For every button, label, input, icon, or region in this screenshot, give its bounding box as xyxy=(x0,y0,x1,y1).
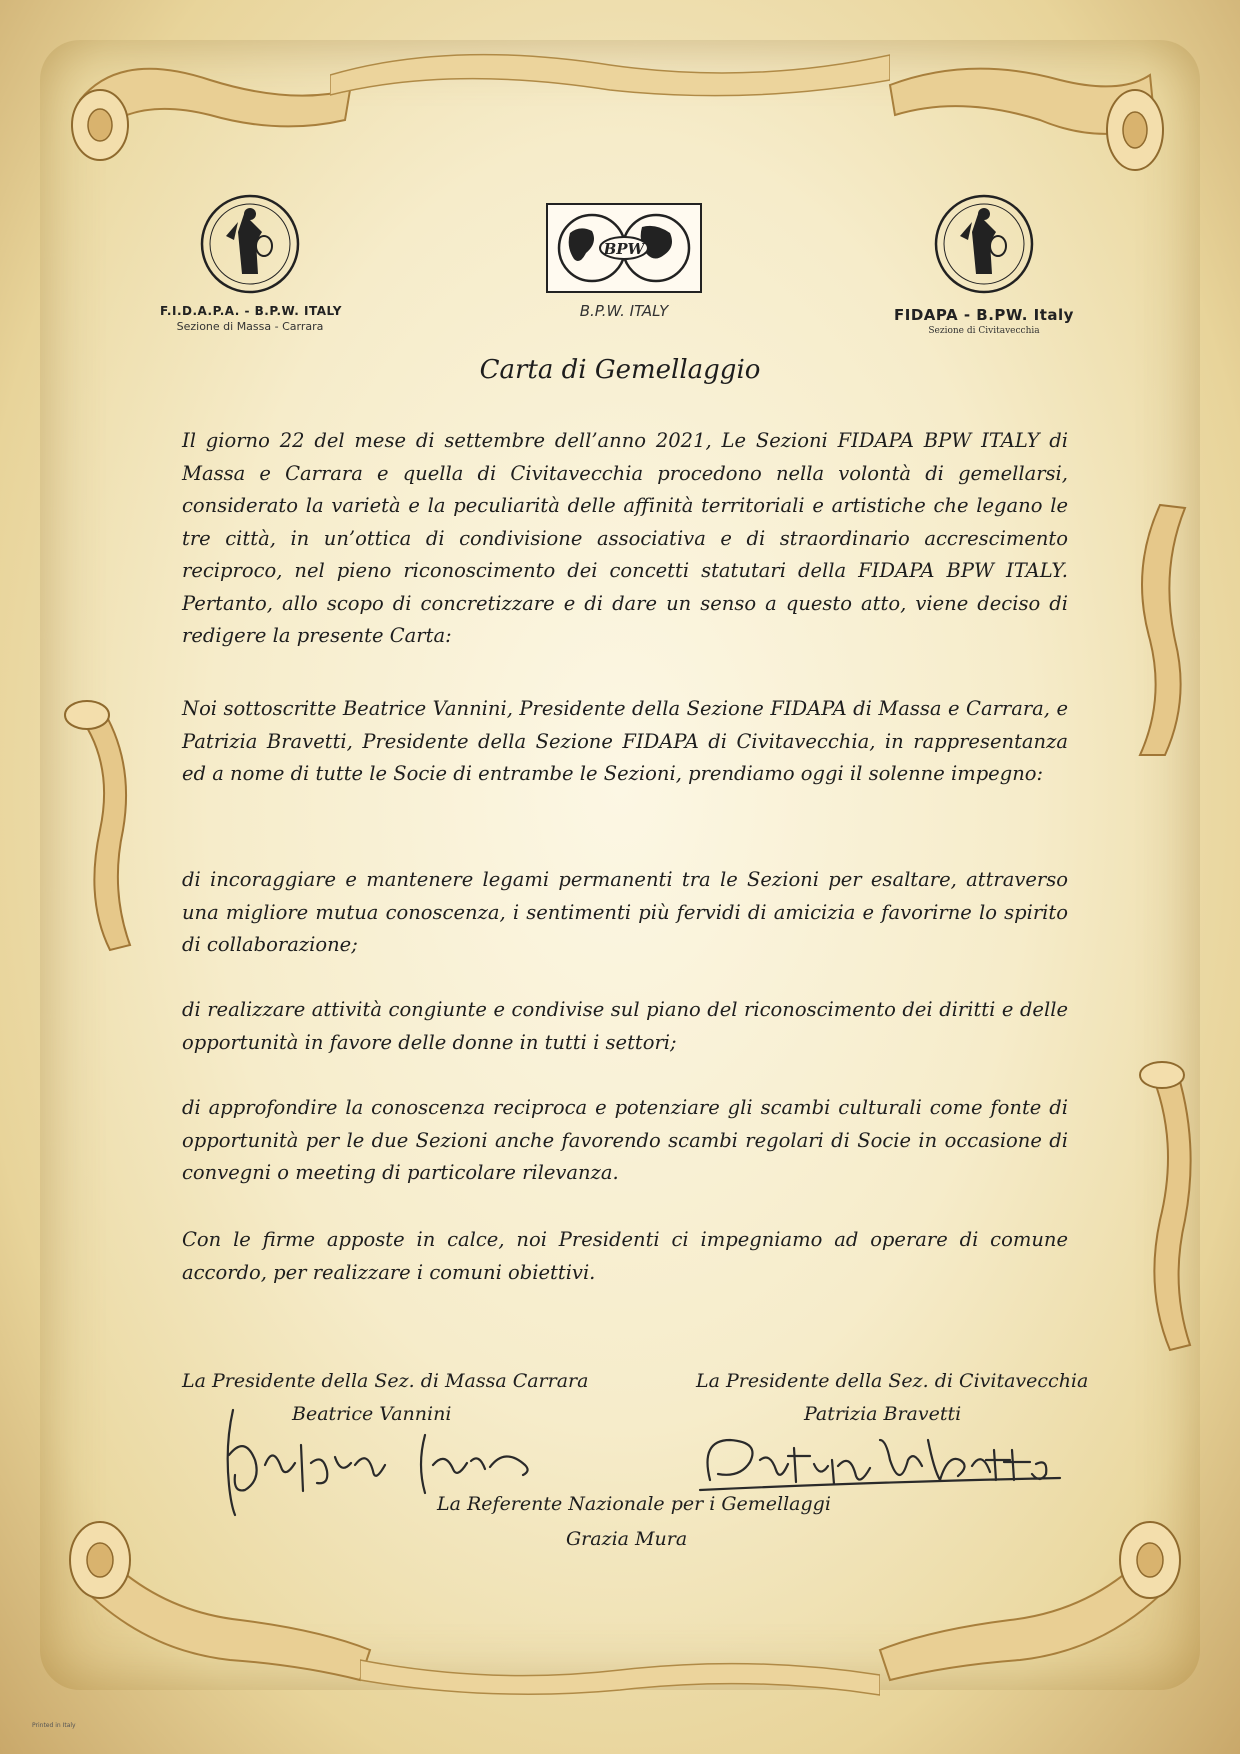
right-signatory-name: Patrizia Bravetti xyxy=(804,1403,962,1425)
paragraph-closing: Con le firme apposte in calce, noi Presidenti ci impegniamo ad operare di comune accordo, per realizzare i comuni obiettivi. xyxy=(182,1228,1068,1284)
paragraph-undersigned: Noi sottoscritte Beatrice Vannini, Presidente della Sezione FIDAPA di Massa e Carrara, e Patrizia Bravetti, Presidente della Sezione FIDAPA di Civitavecchia, in rappresentanza ed a nome di tutte le Socie di entrambe le Sezioni, prendiamo oggi il solenne impegno: xyxy=(182,697,1068,785)
left-signatory-role: La Presidente della Sez. di Massa Carrara xyxy=(182,1370,589,1392)
scroll-roll-top-center xyxy=(330,35,890,105)
center-logo-caption: B.P.W. ITALY xyxy=(579,302,669,320)
bpw-emblem-text: BPW xyxy=(603,240,645,258)
fidapa-massa-carrara-logo xyxy=(160,192,340,333)
scroll-roll-bottom-right xyxy=(870,1500,1190,1700)
right-logo-caption-line1: FIDAPA - B.PW. Italy xyxy=(894,306,1074,324)
scroll-roll-top-left xyxy=(60,40,360,180)
left-logo-caption-line2: Sezione di Massa - Carrara xyxy=(176,320,324,333)
right-logo-caption-line2: Sezione di Civitavecchia xyxy=(928,326,1040,336)
fidapa-civitavecchia-logo xyxy=(884,192,1084,336)
scroll-roll-left xyxy=(55,700,145,960)
scroll-roll-right-lower xyxy=(1120,1060,1210,1360)
scroll-roll-top-right xyxy=(880,35,1180,185)
paragraph-commitment-3: di approfondire la conoscenza reciproca e potenziare gli scambi culturali come fonte di opportunità per le due Sezioni anche favorendo scambi regolari di Socie in occasione di convegni o meeting di particolare rilevanza. xyxy=(182,1096,1068,1184)
scroll-roll-bottom-center xyxy=(360,1640,880,1700)
bpw-italy-logo xyxy=(546,203,702,320)
paragraph-commitment-1: di incoraggiare e mantenere legami permanenti tra le Sezioni per esaltare, attraverso una migliore mutua conoscenza, i sentimenti più fervidi di amicizia e favorirne lo spirito di collaborazione; xyxy=(182,868,1068,956)
fidapa-emblem-icon xyxy=(198,192,302,296)
left-logo-caption-line1: F.I.D.A.P.A. - B.P.W. ITALY xyxy=(160,304,342,318)
center-signatory-role: La Referente Nazionale per i Gemellaggi xyxy=(437,1493,831,1515)
fidapa-emblem-icon xyxy=(932,192,1036,296)
printed-in-italy-mark: Printed in Italy xyxy=(32,1722,76,1729)
paragraph-intro: Il giorno 22 del mese di settembre dell’anno 2021, Le Sezioni FIDAPA BPW ITALY di Massa e Carrara e quella di Civitavecchia procedono nella volontà di gemellarsi, considerato la varietà e la peculiarità delle affinità territoriali e artistiche che legano le tre città, in un’ottica di condivisione associativa e di straordinario accrescimento reciproco, nel pieno riconoscimento dei concetti statutari della FIDAPA BPW ITALY. Pertanto, allo scopo di concretizzare e di dare un senso a questo atto, viene deciso di redigere la presente Carta: xyxy=(182,429,1068,647)
left-handwritten-signature xyxy=(205,1405,545,1535)
left-signatory-name: Beatrice Vannini xyxy=(292,1403,452,1425)
right-signatory-role: La Presidente della Sez. di Civitavecchia xyxy=(696,1370,1089,1392)
bpw-globe-emblem-icon xyxy=(546,203,702,293)
paragraph-commitment-2: di realizzare attività congiunte e condivise sul piano del riconoscimento dei diritti e delle opportunità in favore delle donne in tutti i settori; xyxy=(182,998,1068,1054)
document-title: Carta di Gemellaggio xyxy=(479,355,761,385)
scroll-roll-right-upper xyxy=(1120,500,1200,760)
center-signatory-name: Grazia Mura xyxy=(566,1528,688,1550)
